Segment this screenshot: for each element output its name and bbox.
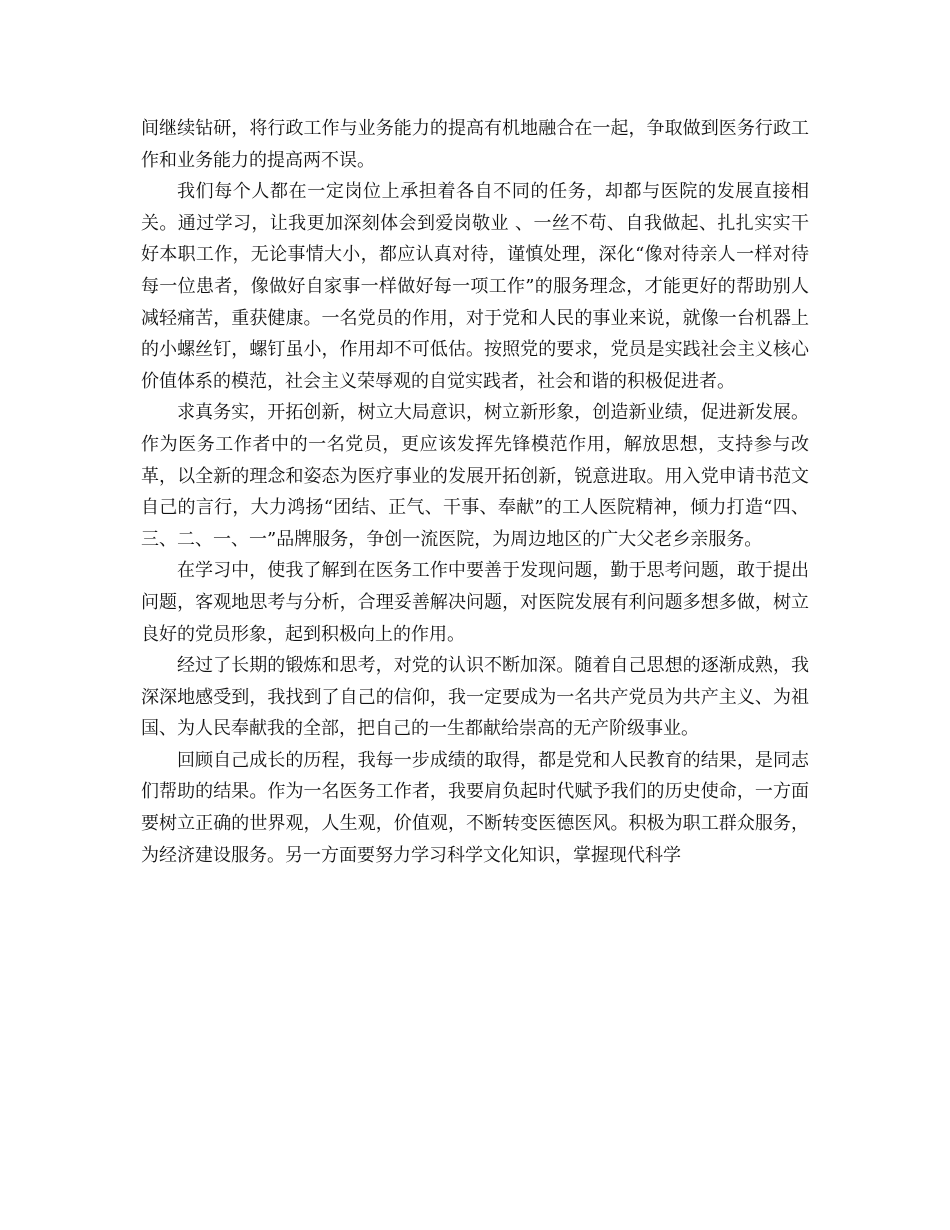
document-body bbox=[141, 113, 809, 871]
paragraph: 经过了长期的锻炼和思考，对党的认识不断加深。随着自己思想的逐渐成熟，我深深地感受到，我找到了自己的信仰，我一定要成为一名共产党员为共产主义、为祖国、为人民奉献我的全部，把自己的一生都献给崇高的无产阶级事业。 bbox=[141, 655, 809, 740]
paragraph: 求真务实，开拓创新，树立大局意识，树立新形象，创造新业绩，促进新发展。作为医务工作者中的一名党员，更应该发挥先锋模范作用，解放思想，支持参与改革，以全新的理念和姿态为医疗事业的发展开拓创新，锐意进取。用入党申请书范文自己的言行，大力鸿扬“团结、正气、干事、奉献”的工人医院精神，倾力打造“四、三、二、一、一”品牌服务，争创一流医院，为周边地区的广大父老乡亲服务。 bbox=[141, 402, 809, 550]
paragraph: 在学习中，使我了解到在医务工作中要善于发现问题，勤于思考问题，敢于提出问题，客观地思考与分析，合理妥善解决问题，对医院发展有利问题多想多做，树立良好的党员形象，起到积极向上的作用。 bbox=[141, 560, 809, 645]
paragraph-continuation: 间继续钻研，将行政工作与业务能力的提高有机地融合在一起，争取做到医务行政工作和业务能力的提高两不误。 bbox=[141, 118, 809, 171]
paragraph: 我们每个人都在一定岗位上承担着各自不同的任务，却都与医院的发展直接相关。通过学习，让我更加深刻体会到爱岗敬业 、一丝不苟、自我做起、扎扎实实干好本职工作，无论事情大小，都应认真对待，谨慎处理，深化“像对待亲人一样对待每一位患者，像做好自家事一样做好每一项工作”的服务理念，才能更好的帮助别人减轻痛苦，重获健康。一名党员的作用，对于党和人民的事业来说，就像一台机器上的小螺丝钉，螺钉虽小，作用却不可低估。按照党的要求，党员是实践社会主义核心价值体系的模范，社会主义荣辱观的自觉实践者，社会和谐的积极促进者。 bbox=[141, 181, 809, 392]
paragraph: 回顾自己成长的历程，我每一步成绩的取得，都是党和人民教育的结果，是同志们帮助的结果。作为一名医务工作者，我要肩负起时代赋予我们的历史使命，一方面要树立正确的世界观，人生观，价值观，不断转变医德医风。积极为职工群众服务，为经济建设服务。另一方面要努力学习科学文化知识，掌握现代科学 bbox=[141, 749, 809, 866]
